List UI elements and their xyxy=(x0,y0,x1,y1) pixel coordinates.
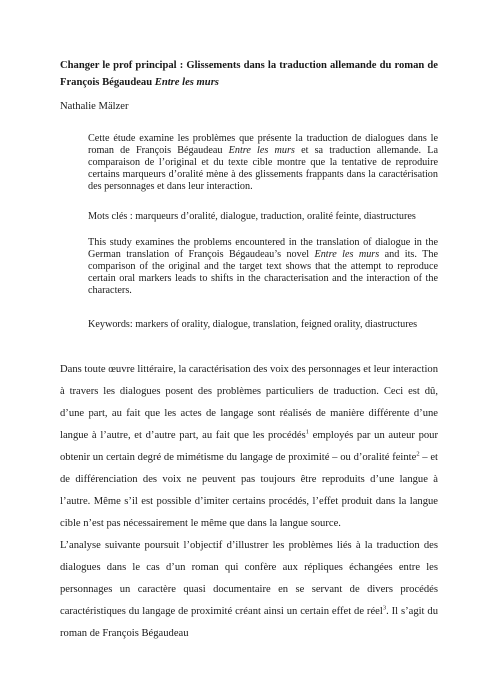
body-text xyxy=(60,359,438,645)
keywords-english: Keywords: markers of orality, dialogue, translation, feigned orality, diastructures xyxy=(88,319,418,330)
abstract-english-novel: Entre les murs xyxy=(314,249,380,261)
author-name: Nathalie Mälzer xyxy=(60,101,129,112)
body-p2-text-a: L’analyse suivante poursuit l’objectif d’illustrer les problèmes liés à la traduction des dialogues dans le cas d’un roman qui confère aux répliques échangées entre les personnages un caractère quasi documentaire en se servant de divers procédés caractéristiques du langage de proximité créant ainsi un certain effet de réel xyxy=(60,540,438,617)
paper-title xyxy=(60,57,438,91)
body-p1-text-b: employés par un auteur pour obtenir un certain degré de mimétisme du langage de proximité – ou d’oralité feinte xyxy=(60,430,438,463)
body-paragraph-1 xyxy=(60,359,438,535)
abstract-english xyxy=(88,237,438,297)
footnote-marker-1[interactable]: 1 xyxy=(305,428,309,436)
body-p1-text-c: – et de différenciation des voix ne peuvent pas toujours être reproduits d’une langue à l’autre. Même s’il est possible d’imiter certains procédés, l’effet produit dans la langue cible n’est pas nécessairement le même que dans la langue source. xyxy=(60,452,438,529)
body-p1-text-a: Dans toute œuvre littéraire, la caractérisation des voix des personnages et leur interaction à travers les dialogues posent des problèmes particuliers de traduction. Ceci est dû, d’une part, au fait que les actes de langage sont réalisés de manière différente d’une langue à l’autre, et d’autre part, au fait que les procédés xyxy=(60,364,438,441)
abstract-english-text-2: and its. The comparison of the original and the target text shows that the attempt to reproduce certain oral markers leads to shifts in the characterisation and the interaction of the characters. xyxy=(88,249,438,297)
abstract-french-novel: Entre les murs xyxy=(228,145,295,157)
keywords-french: Mots clés : marqueurs d’oralité, dialogue, traduction, oralité feinte, diastructures xyxy=(88,211,416,222)
footnote-marker-3[interactable]: 3 xyxy=(382,604,387,612)
paper-title-novel: Entre les murs xyxy=(154,77,219,88)
paper-title-main: Changer le prof principal : Glissements dans la traduction allemande du roman de François Bégaudeau xyxy=(60,60,438,88)
abstract-french xyxy=(88,133,438,193)
abstract-french-text-1: Cette étude examine les problèmes que présente la traduction de dialogues dans le roman de François Bégaudeau xyxy=(88,133,438,157)
abstract-english-text-1: This study examines the problems encountered in the translation of dialogue in the German translation of François Bégaudeau’s novel xyxy=(88,237,438,261)
body-paragraph-2 xyxy=(60,535,438,645)
footnote-marker-2[interactable]: 2 xyxy=(416,450,420,458)
body-p2-text-b: . Il s’agit du roman de François Bégaudeau xyxy=(60,606,438,639)
abstract-french-text-2: et sa traduction allemande. La comparaison de l’original et du texte cible montre que la tentative de reproduire certains marqueurs d’oralité mène à des glissements frappants dans la caractérisation des personnages et dans leur interaction. xyxy=(88,145,439,193)
